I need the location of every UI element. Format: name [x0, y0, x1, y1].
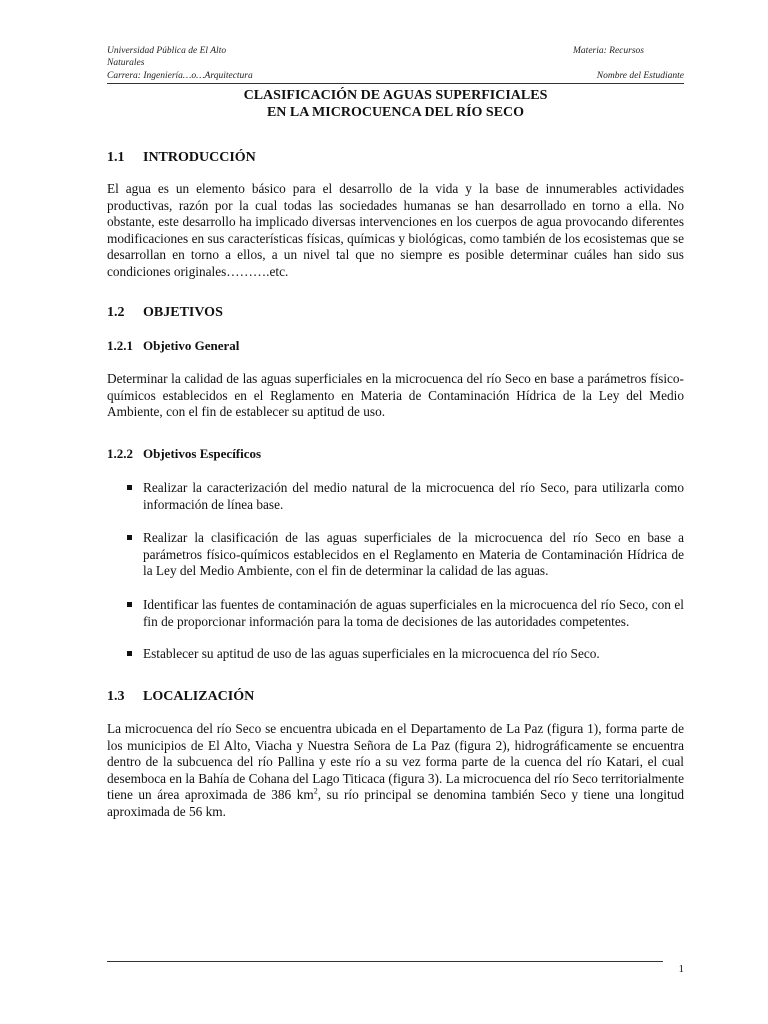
section-number: 1.3 [107, 689, 125, 704]
list-item [127, 480, 684, 513]
university-name: Universidad Pública de El Alto [107, 46, 227, 56]
list-item-text: Identificar las fuentes de contaminación de aguas superficiales en la microcuenca del río Seco, con el fin de proporcionar información para la toma de decisiones de las autoridades competentes. [143, 597, 684, 629]
section-number: 1.1 [107, 150, 125, 165]
subsection-title: Objetivo General [143, 338, 240, 353]
localizacion-text-part-1: La microcuenca del río Seco se encuentra ubicada en el Departamento de La Paz (figura 1), forma parte de los municipios de El Alto, Viacha y Nuestra Señora de La Paz (figura 2), hidrográficamente se encuentra dentro de la subcuenca del río Pallina y este río a su vez forma parte de la cuenca del río Katari, el cual desemboca en la Bahía de Cohana del Lago Titicaca (figura 3). La microcuenca del río Seco territorialmente tiene un área aproximada de 386 km [107, 721, 684, 803]
subsection-number: 1.2.1 [107, 338, 133, 353]
page-number: 1 [678, 963, 684, 975]
footer-divider [107, 961, 663, 962]
superscript-exponent: 2 [313, 786, 318, 796]
document-title-line-1: CLASIFICACIÓN DE AGUAS SUPERFICIALES [243, 88, 548, 103]
section-title: OBJETIVOS [143, 305, 223, 320]
section-title: LOCALIZACIÓN [143, 689, 255, 704]
subsection-heading-general [107, 338, 239, 354]
square-bullet-icon [127, 535, 132, 540]
header-row-1 [107, 45, 684, 57]
list-item [127, 530, 684, 580]
header-row-2 [107, 57, 684, 69]
subject-label: Materia: Recursos [573, 46, 644, 56]
localizacion-paragraph [107, 721, 684, 821]
square-bullet-icon [127, 651, 132, 656]
section-heading-localizacion [107, 688, 254, 705]
subsection-title: Objetivos Específicos [143, 446, 262, 461]
section-heading-introduccion [107, 149, 256, 166]
list-item-text: Realizar la clasificación de las aguas superficiales de la microcuenca del río Seco en base a parámetros físico-químicos establecidos en el Reglamento en Materia de Contaminación Hídrica de la Ley del Medio Ambiente, con el fin de determinar la calidad de las aguas. [143, 530, 684, 579]
list-item [127, 646, 684, 663]
list-item-text: Realizar la caracterización del medio natural de la microcuenca del río Seco, para utilizarla como información de línea base. [143, 480, 684, 512]
intro-paragraph: El agua es un elemento básico para el desarrollo de la vida y la base de innumerables actividades productivas, razón por la cual todas las sociedades humanas se han desarrollado en torno a ella. No obstante, este desarrollo ha implicado diversas intervenciones en los cuerpos de agua provocando diferentes modificaciones en sus características físicas, químicas y biológicas, como también de los ecosistemas que se desarrollan en torno a ellos, a un nivel tal que no siempre es posible determinar cuáles han sido sus condiciones originales……….etc. [107, 181, 684, 279]
localizacion-text-part-2: , su río principal se denomina también Seco y tiene una longitud aproximada de 56 km. [107, 787, 684, 819]
header-divider [107, 83, 684, 84]
document-title-line-2: EN LA MICROCUENCA DEL RÍO SECO [266, 105, 525, 120]
square-bullet-icon [127, 602, 132, 607]
student-name-label: Nombre del Estudiante [596, 71, 684, 81]
list-item-text: Establecer su aptitud de uso de las aguas superficiales en la microcuenca del río Seco. [143, 646, 600, 661]
section-number: 1.2 [107, 305, 125, 320]
list-item [127, 597, 684, 630]
section-heading-objetivos [107, 304, 223, 321]
square-bullet-icon [127, 485, 132, 490]
section-title: INTRODUCCIÓN [143, 150, 256, 165]
objetivo-general-paragraph: Determinar la calidad de las aguas superficiales en la microcuenca del río Seco en base a parámetros físico-químicos establecidos en el Reglamento en Materia de Contaminación Hídrica de la Ley del Medio Ambiente, con el fin de establecer su aptitud de uso. [107, 371, 684, 420]
header-row-3 [107, 70, 684, 82]
subject-continuation: Naturales [107, 58, 145, 68]
subsection-heading-especificos [107, 446, 261, 462]
subsection-number: 1.2.2 [107, 446, 133, 461]
career-label: Carrera: Ingeniería…o…Arquitectura [107, 71, 253, 81]
